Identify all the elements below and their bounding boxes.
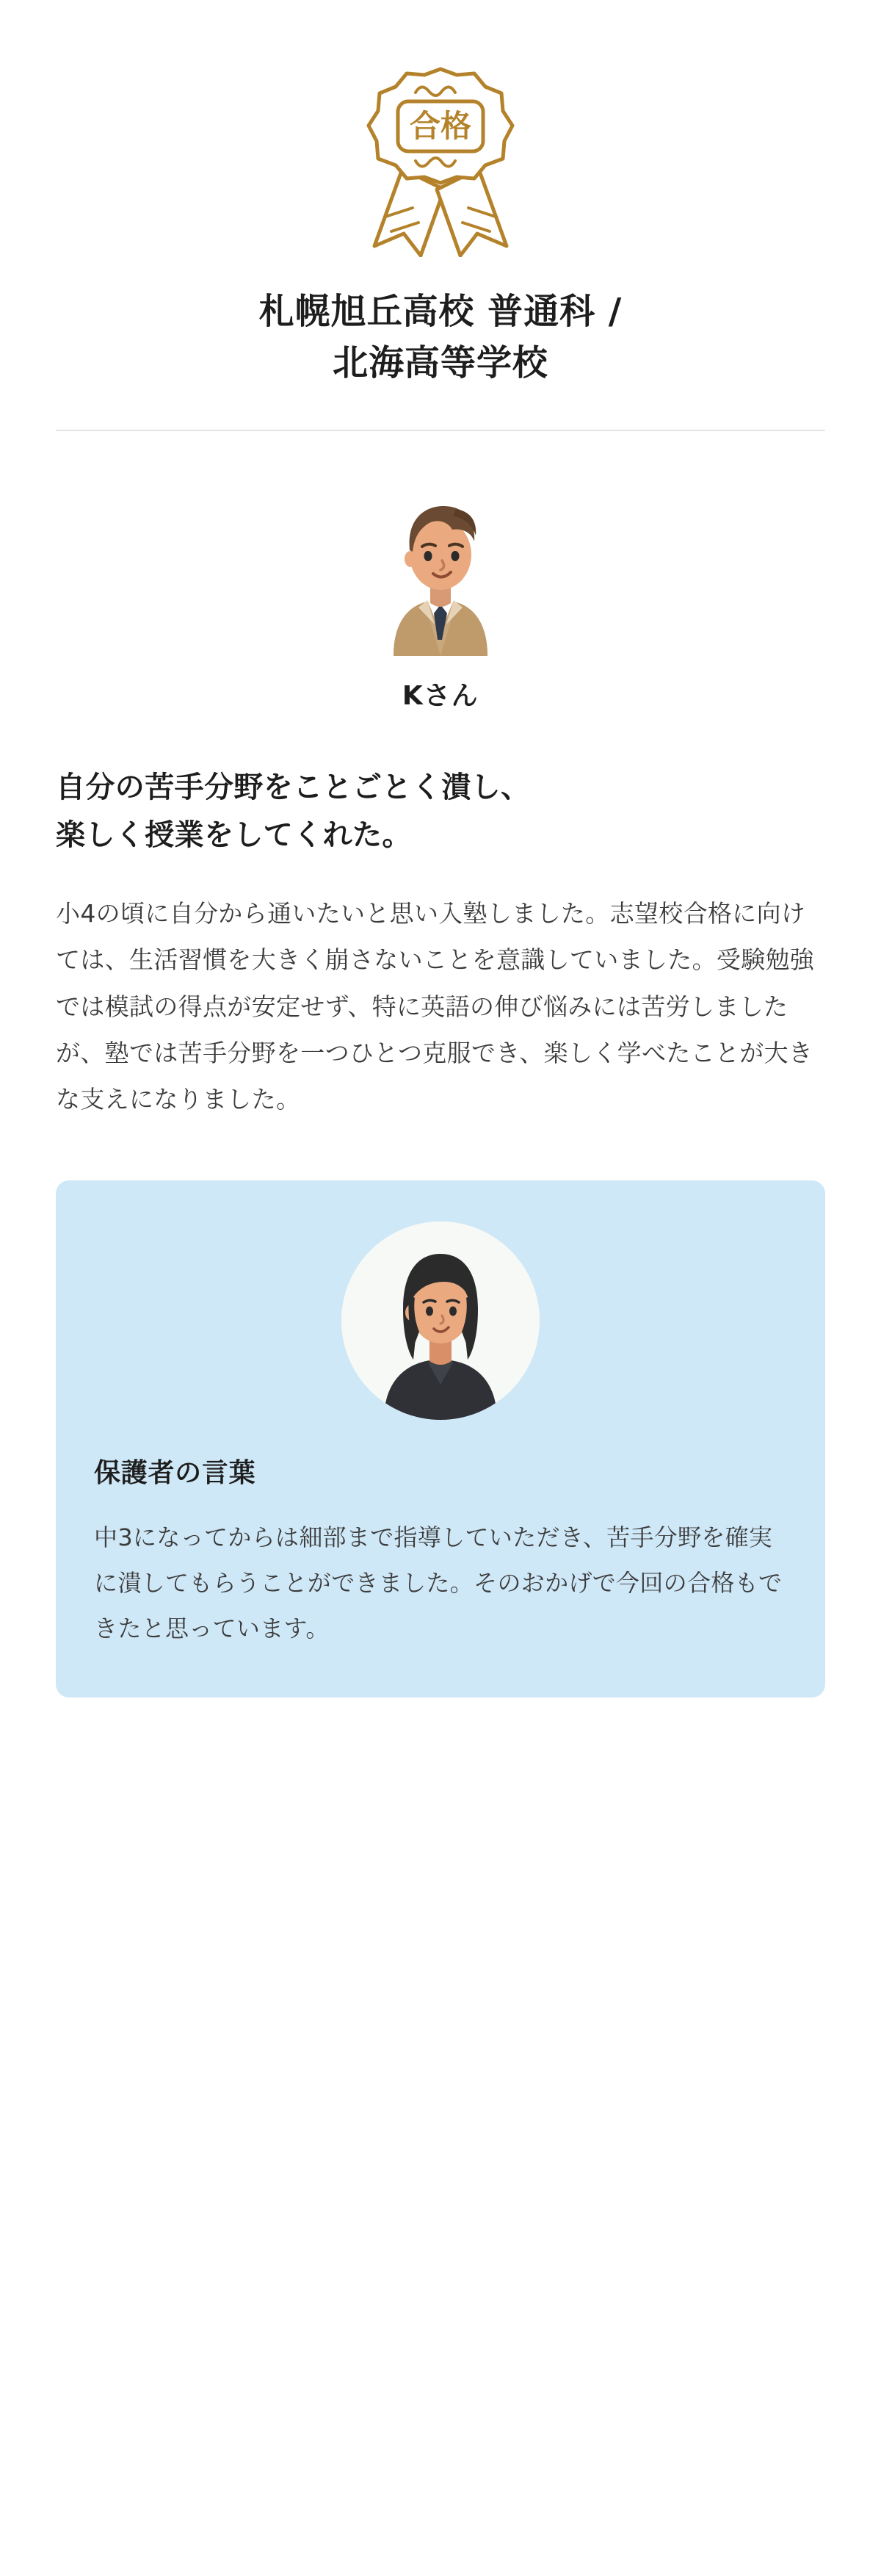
student-boy-avatar bbox=[345, 474, 536, 657]
school-title-line-1: 札幌旭丘高校 普通科 / bbox=[258, 291, 623, 332]
school-title-line-2: 北海高等学校 bbox=[333, 342, 548, 383]
section-divider bbox=[56, 430, 825, 431]
testimonial-body: 小4の頃に自分から通いたいと思い入塾しました。志望校合格に向けては、生活習慣を大きく崩さないことを意識していました。受験勉強では模試の得点が安定せず、特に英語の伸び悩みには苦労しましたが、塾では苦手分野を一つひとつ克服でき、楽しく学べたことが大きな支えになりました。 bbox=[56, 898, 815, 1114]
parent-woman-avatar bbox=[341, 1222, 540, 1420]
student-avatar bbox=[56, 474, 825, 657]
pass-badge bbox=[56, 59, 825, 257]
page-title bbox=[73, 286, 808, 389]
ribbon-rosette-icon bbox=[345, 59, 536, 257]
parent-avatar bbox=[94, 1222, 787, 1420]
headline-line-1: 自分の苦手分野をことごとく潰し、 bbox=[56, 771, 531, 805]
parent-avatar-circle bbox=[341, 1222, 540, 1420]
headline-line-2: 楽しく授業をしてくれた。 bbox=[56, 818, 412, 852]
student-name: Kさん bbox=[402, 681, 479, 712]
parent-comment-heading: 保護者の言葉 bbox=[94, 1457, 256, 1488]
pass-badge-label: 合格 bbox=[409, 108, 472, 144]
parent-comment-body: 中3になってからは細部まで指導していただき、苦手分野を確実に潰してもらうことができました。そのおかげで今回の合格もできたと思っています。 bbox=[94, 1523, 783, 1643]
parent-comment-block bbox=[56, 1180, 825, 1698]
testimonial-headline bbox=[56, 764, 825, 859]
